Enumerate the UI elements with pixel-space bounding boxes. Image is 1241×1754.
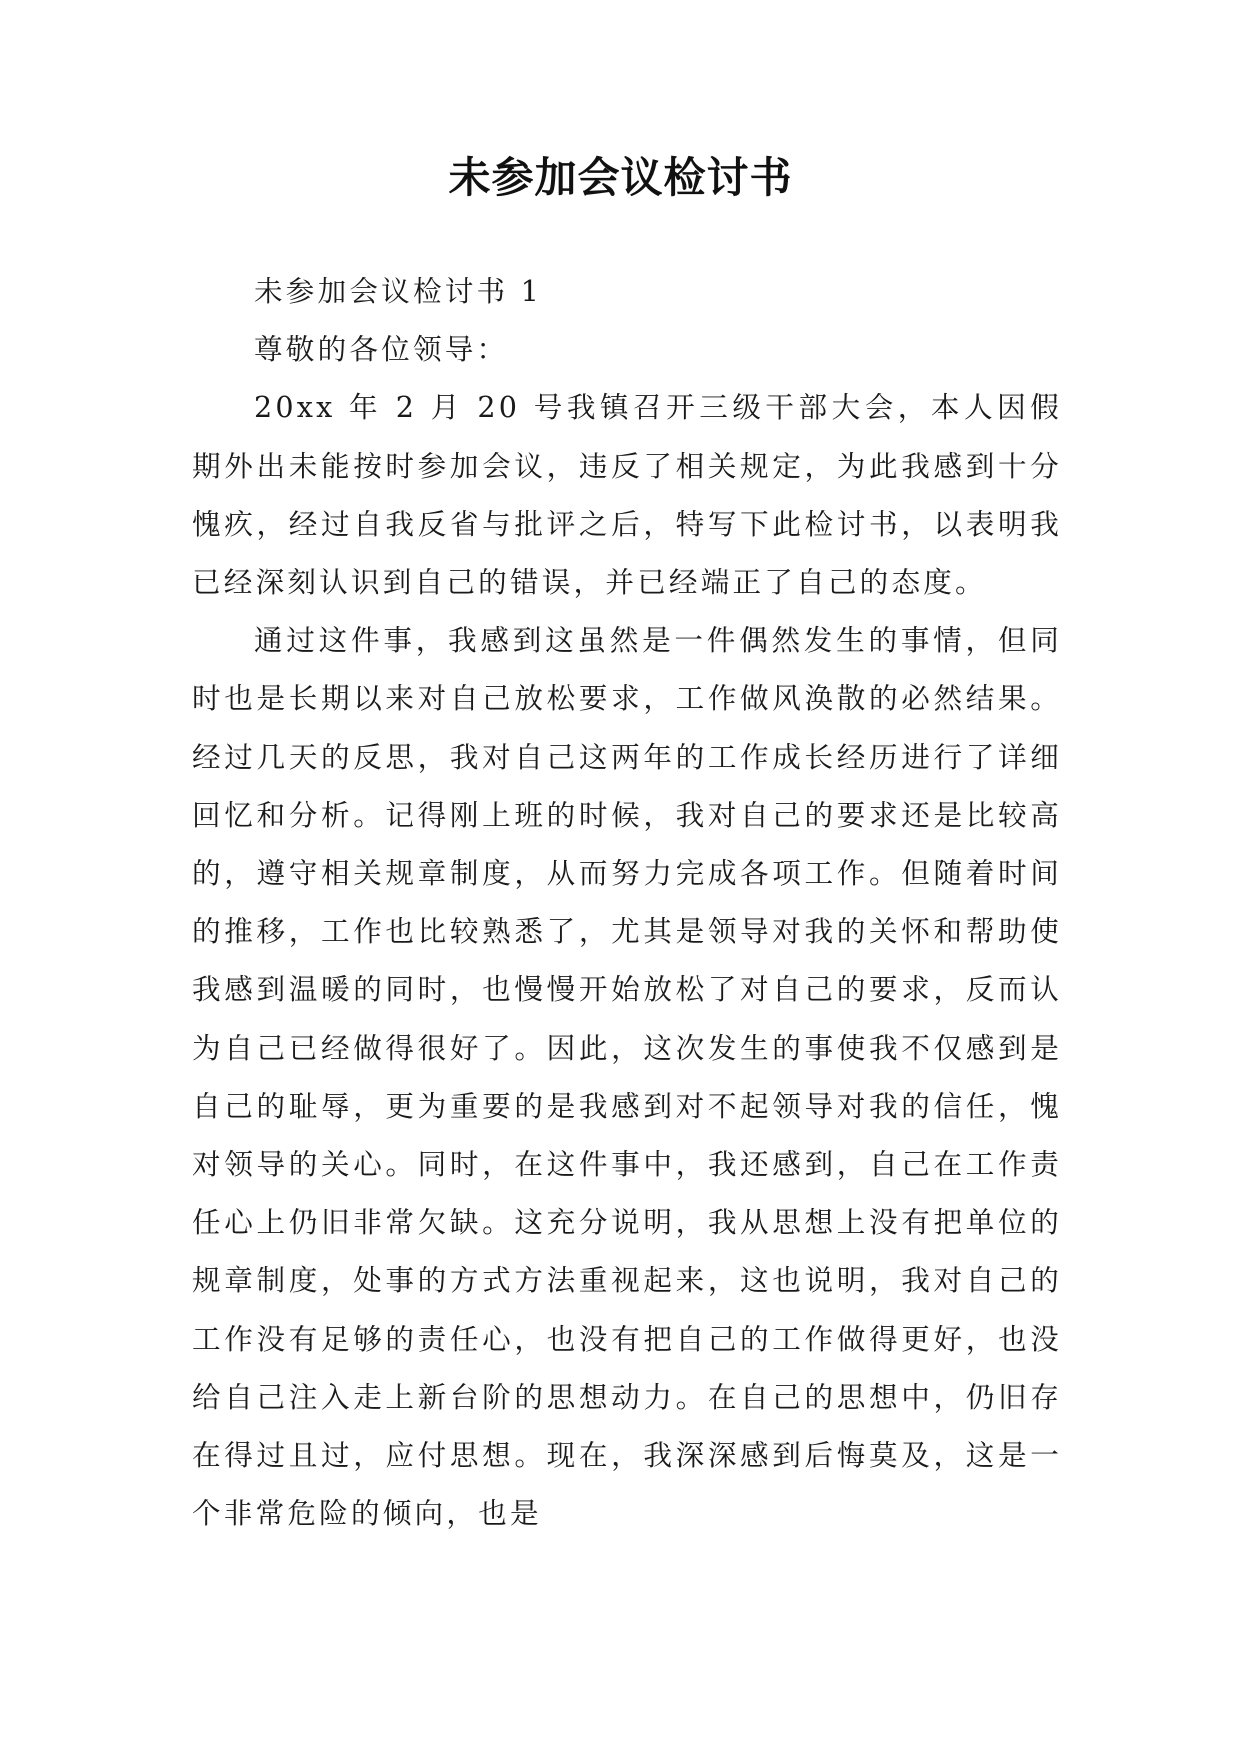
paragraph-2: 通过这件事，我感到这虽然是一件偶然发生的事情，但同时也是长期以来对自己放松要求，工作做风涣散的必然结果。经过几天的反思，我对自己这两年的工作成长经历进行了详细回忆和分析。记得刚上班的时候，我对自己的要求还是比较高的，遵守相关规章制度，从而努力完成各项工作。但随着时间的推移，工作也比较熟悉了，尤其是领导对我的关怀和帮助使我感到温暖的同时，也慢慢开始放松了对自己的要求，反而认为自己已经做得很好了。因此，这次发生的事使我不仅感到是自己的耻辱，更为重要的是我感到对不起领导对我的信任，愧对领导的关心。同时，在这件事中，我还感到，自己在工作责任心上仍旧非常欠缺。这充分说明，我从思想上没有把单位的规章制度，处事的方式方法重视起来，这也说明，我对自己的工作没有足够的责任心，也没有把自己的工作做得更好，也没给自己注入走上新台阶的思想动力。在自己的思想中，仍旧存在得过且过，应付思想。现在，我深深感到后悔莫及，这是一个非常危险的倾向，也是 [192,623,1062,1531]
document-subheading: 未参加会议检讨书 1 [254,274,543,308]
paragraph-1: 20xx 年 2 月 20 号我镇召开三级干部大会，本人因假期外出未能按时参加会议，违反了相关规定，为此我感到十分愧疚，经过自我反省与批评之后，特写下此检讨书，以表明我已经深刻认识到自己的错误，并已经端正了自己的态度。 [192,390,1062,600]
document-title: 未参加会议检讨书 [448,153,793,202]
document-body [192,262,1062,1542]
salutation: 尊敬的各位领导： [254,332,509,367]
